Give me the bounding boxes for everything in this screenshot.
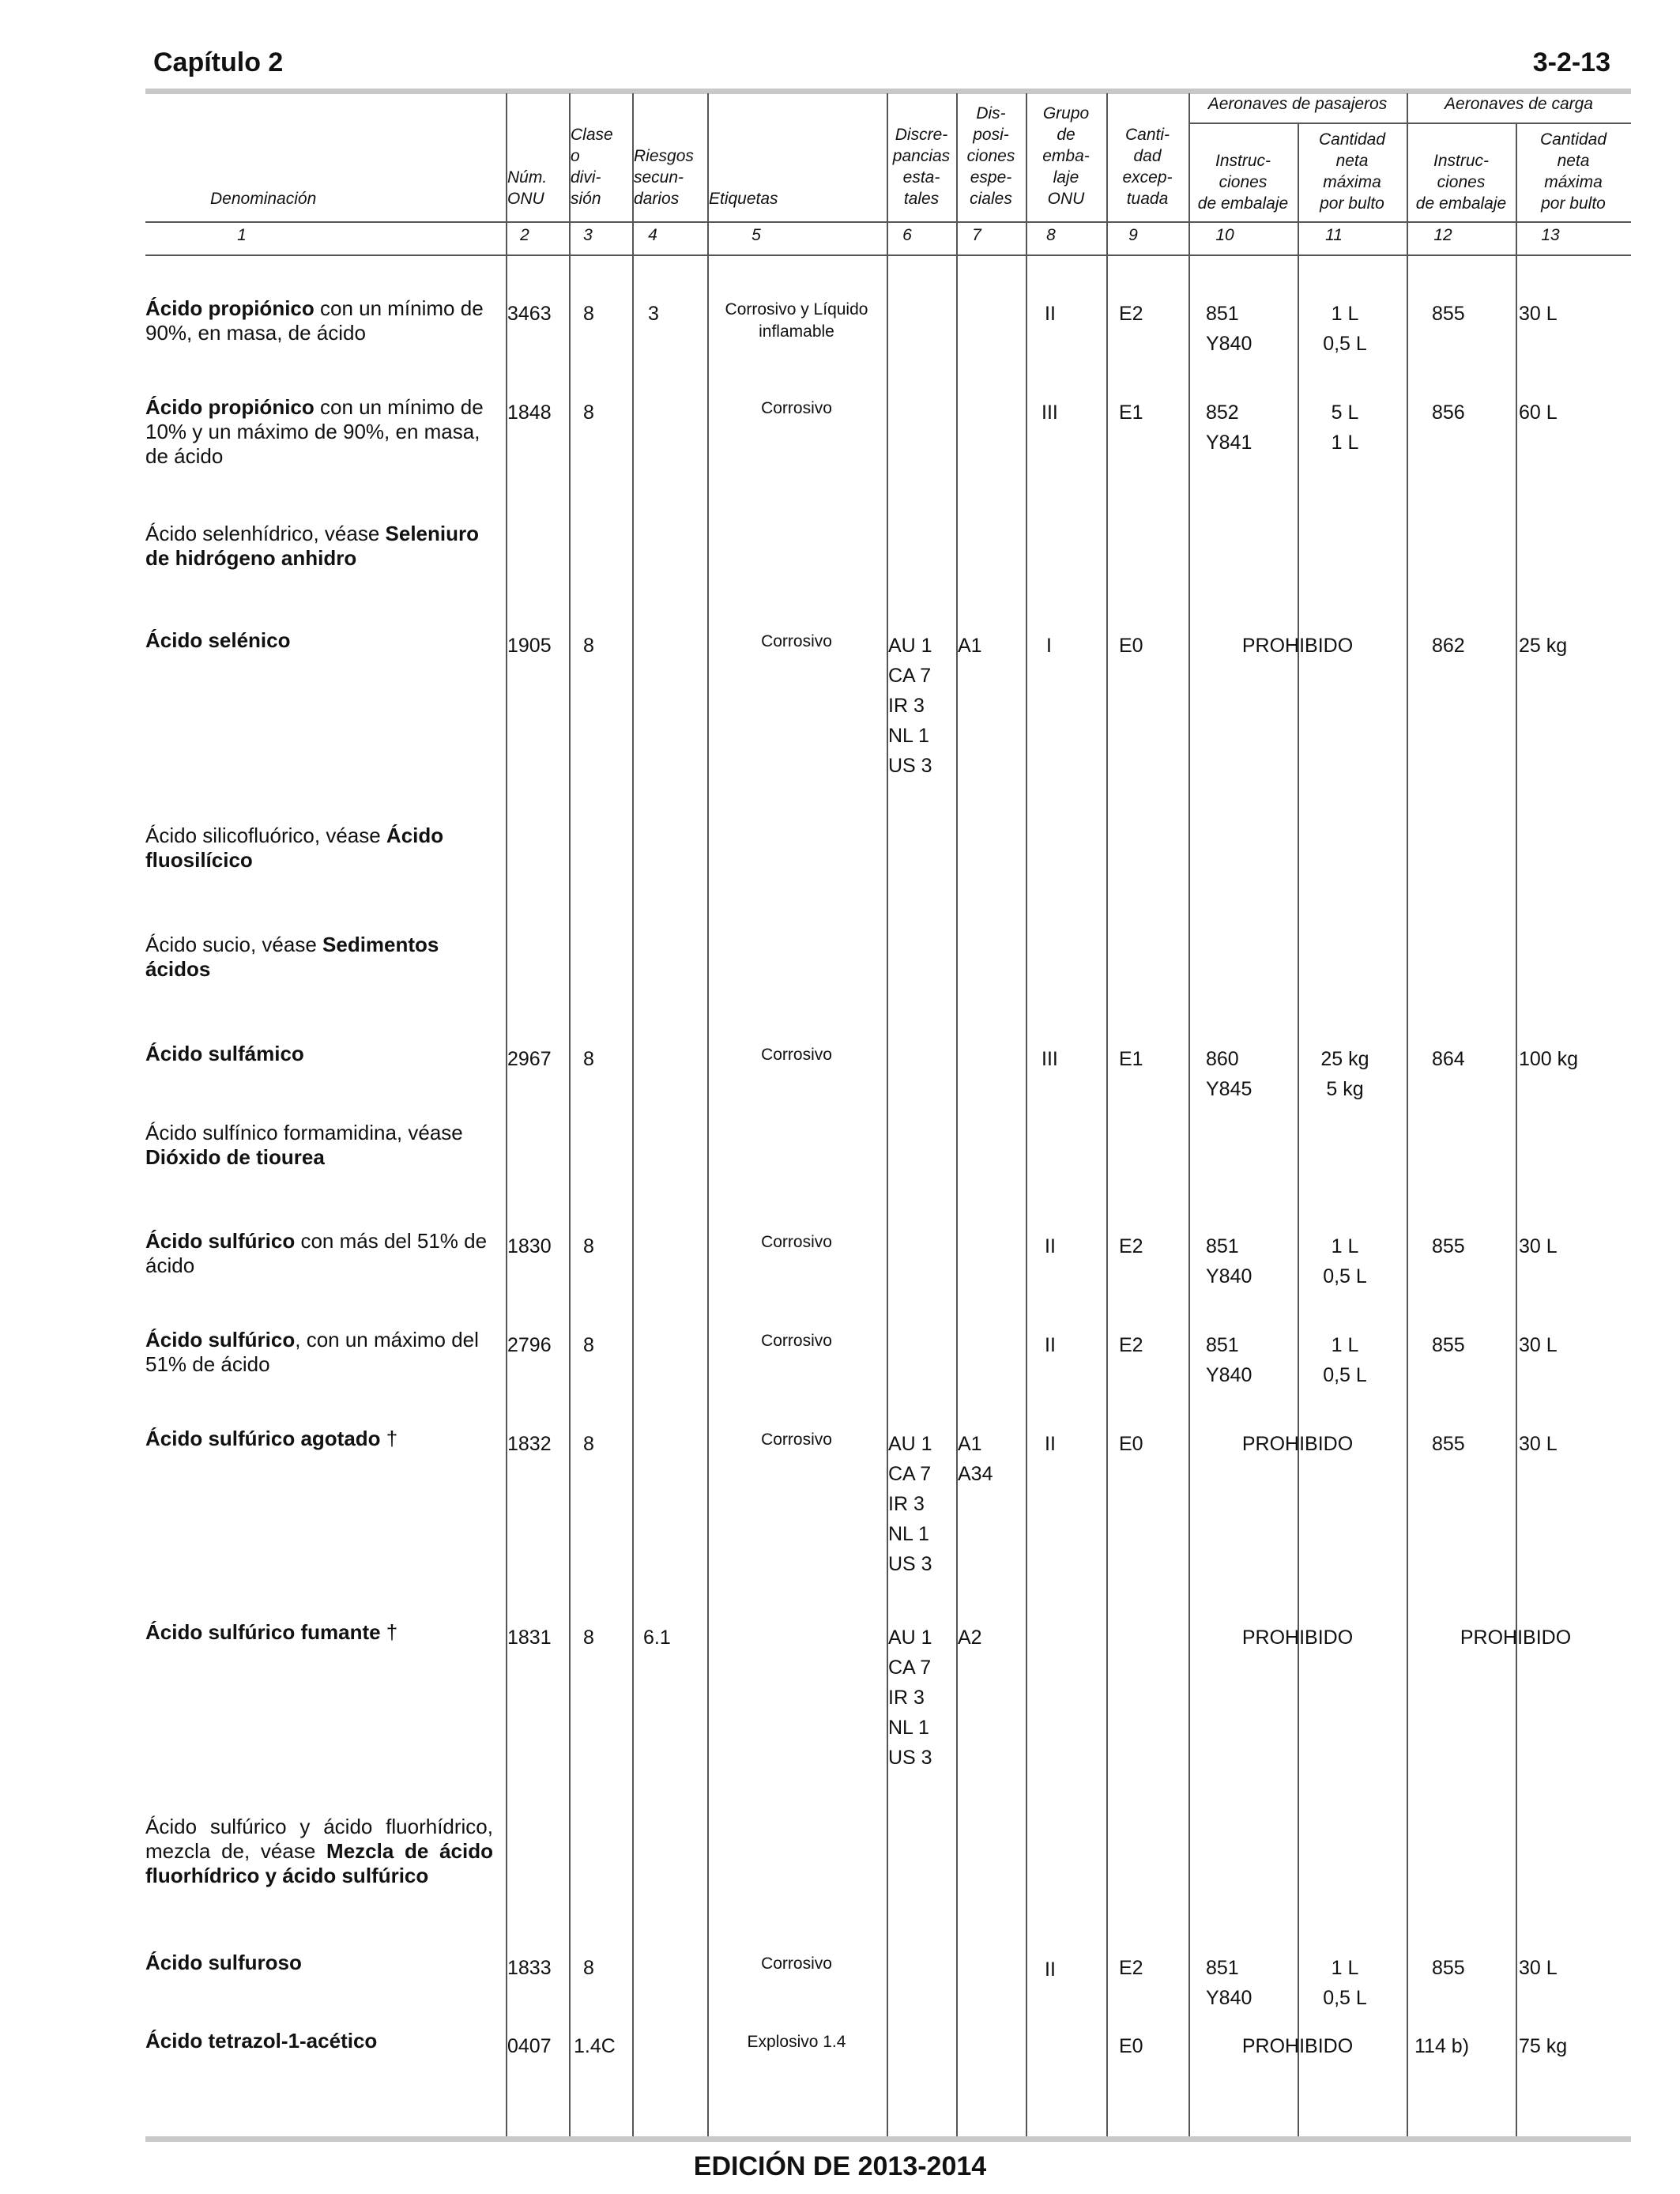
col-header-instrucciones-pax: Instruc- ciones de embalaje — [1197, 152, 1289, 213]
table-row-name: Ácido propiónico con un mínimo de 90%, en masa, de ácido — [145, 296, 484, 345]
class-value: 1.4C — [574, 2035, 616, 2057]
special-provisions: A2 — [958, 1627, 982, 1649]
special-provisions: A1 A34 — [958, 1433, 993, 1485]
table-row-name: Ácido sulfuroso — [145, 1951, 302, 1974]
table-row-name: Ácido sulfámico — [145, 1042, 304, 1065]
un-number: 1830 — [507, 1235, 552, 1257]
un-number: 1905 — [507, 635, 552, 657]
label-value: Corrosivo — [761, 1955, 832, 1973]
label-value: Corrosivo — [761, 1046, 832, 1064]
excepted-quantity: E1 — [1119, 401, 1143, 424]
col-header-discrepancias: Discre- pancias esta- tales — [892, 126, 951, 208]
table-row-name: Ácido sulfúrico fumante † — [145, 1620, 398, 1644]
un-number: 2967 — [507, 1048, 552, 1070]
table-row-name: Ácido sulfínico formamidina, véase Dióxido de tiourea — [145, 1121, 463, 1169]
packing-group: II — [1045, 1433, 1056, 1455]
class-value: 8 — [583, 1433, 594, 1455]
chapter-title: Capítulo 2 — [153, 47, 284, 77]
col-header-grupo: Grupo de emba- laje ONU — [1042, 104, 1090, 208]
pax-max-quantity: 1 L 0,5 L — [1323, 303, 1367, 355]
table-row-name: Ácido sulfúrico agotado † — [145, 1427, 398, 1450]
excepted-quantity: E1 — [1119, 1048, 1143, 1070]
label-value: Corrosivo — [761, 1431, 832, 1449]
un-number: 0407 — [507, 2035, 552, 2057]
class-value: 8 — [583, 1957, 594, 1979]
excepted-quantity: E0 — [1119, 635, 1143, 657]
col-number: 2 — [520, 226, 529, 244]
cargo-forbidden: PROHIBIDO — [1460, 1627, 1572, 1649]
page-number: 3-2-13 — [1532, 47, 1610, 77]
class-value: 8 — [583, 303, 594, 325]
label-value: Corrosivo — [761, 632, 832, 650]
col-header-cantidad-carga: Cantidad neta máxima por bulto — [1539, 130, 1607, 213]
col-number: 1 — [237, 226, 247, 244]
cargo-packing-instruction: 862 — [1432, 635, 1465, 657]
excepted-quantity: E2 — [1119, 1235, 1143, 1257]
pax-max-quantity: 1 L 0,5 L — [1323, 1334, 1367, 1386]
cargo-max-quantity: 100 kg — [1519, 1048, 1579, 1070]
label-value: Corrosivo y Líquido inflamable — [725, 300, 868, 341]
table-row-name: Ácido selénico — [145, 628, 291, 652]
table-row-name: Ácido silicofluórico, véase Ácido fluosilícico — [145, 824, 444, 872]
col-number: 12 — [1433, 226, 1452, 244]
col-number: 13 — [1541, 226, 1560, 244]
un-number: 2796 — [507, 1334, 552, 1356]
colnum-bottom-rule — [145, 254, 1631, 256]
class-value: 8 — [583, 401, 594, 424]
packing-group: II — [1045, 1334, 1056, 1356]
cargo-packing-instruction: 855 — [1432, 303, 1465, 325]
subsidiary-risk: 3 — [648, 303, 659, 325]
pax-packing-instruction: 851 Y840 — [1206, 1334, 1252, 1386]
col-number: 10 — [1215, 226, 1234, 244]
col-number: 11 — [1325, 226, 1343, 244]
cargo-max-quantity: 30 L — [1519, 1957, 1558, 1979]
table-row-name: Ácido sulfúrico y ácido fluorhídrico, mezcla de, véase Mezcla de ácido fluorhídrico y ácido sulfúrico — [145, 1815, 493, 1887]
excepted-quantity: E0 — [1119, 2035, 1143, 2057]
packing-group: II — [1045, 303, 1056, 325]
cargo-packing-instruction: 864 — [1432, 1048, 1465, 1070]
col-number: 4 — [648, 226, 657, 244]
pax-packing-instruction: 851 Y840 — [1206, 1957, 1252, 2009]
col-header-clase: Clase o divi- sión — [571, 126, 613, 208]
col-header-cantidad-pax: Cantidad neta máxima por bulto — [1318, 130, 1386, 213]
cargo-packing-instruction: 856 — [1432, 401, 1465, 424]
col-number: 7 — [972, 226, 981, 244]
pax-packing-instruction: 851 Y840 — [1206, 1235, 1252, 1287]
pax-max-quantity: 25 kg 5 kg — [1320, 1048, 1369, 1100]
pax-max-quantity: 1 L 0,5 L — [1323, 1957, 1367, 2009]
col-header-num-onu: Núm. ONU — [507, 168, 548, 208]
excepted-quantity: E2 — [1119, 303, 1143, 325]
pax-packing-instruction: 851 Y840 — [1206, 303, 1252, 355]
col-header-aeronaves-pasajeros: Aeronaves de pasajeros — [1207, 95, 1388, 113]
table-row-name: Ácido sulfúrico con más del 51% de ácido — [145, 1229, 488, 1277]
cargo-packing-instruction: 114 b) — [1414, 2035, 1470, 2057]
excepted-quantity: E2 — [1119, 1957, 1143, 1979]
un-number: 1831 — [507, 1627, 552, 1649]
cargo-packing-instruction: 855 — [1432, 1334, 1465, 1356]
col-header-denominacion: Denominación — [210, 190, 317, 208]
aircraft-group-rule — [1188, 123, 1631, 124]
special-provisions: A1 — [958, 635, 982, 657]
cargo-max-quantity: 60 L — [1519, 401, 1558, 424]
un-number: 1833 — [507, 1957, 552, 1979]
state-variations: AU 1 CA 7 IR 3 NL 1 US 3 — [888, 1433, 932, 1575]
class-value: 8 — [583, 635, 594, 657]
un-number: 3463 — [507, 303, 552, 325]
class-value: 8 — [583, 1334, 594, 1356]
excepted-quantity: E0 — [1119, 1433, 1143, 1455]
col-header-disposiciones: Dis- posi- ciones espe- ciales — [966, 104, 1015, 208]
label-value: Corrosivo — [761, 399, 832, 417]
label-value: Corrosivo — [761, 1233, 832, 1251]
cargo-max-quantity: 75 kg — [1519, 2035, 1568, 2057]
pax-forbidden: PROHIBIDO — [1241, 635, 1354, 657]
excepted-quantity: E2 — [1119, 1334, 1143, 1356]
un-number: 1848 — [507, 401, 552, 424]
col-number: 3 — [583, 226, 593, 244]
cargo-max-quantity: 30 L — [1519, 1334, 1558, 1356]
state-variations: AU 1 CA 7 IR 3 NL 1 US 3 — [888, 1627, 932, 1769]
packing-group: II — [1045, 1235, 1056, 1257]
pax-max-quantity: 1 L 0,5 L — [1323, 1235, 1367, 1287]
table-row-name: Ácido propiónico con un mínimo de 10% y un máximo de 90%, en masa, de ácido — [145, 395, 484, 468]
packing-group: II — [1045, 1958, 1056, 1981]
col-number: 8 — [1046, 226, 1056, 244]
col-header-aeronaves-carga: Aeronaves de carga — [1445, 95, 1593, 113]
label-value: Corrosivo — [761, 1332, 832, 1350]
header-bottom-rule — [145, 221, 1631, 223]
col-header-cantidad-exceptuada: Canti- dad excep- tuada — [1122, 126, 1173, 208]
label-value: Explosivo 1.4 — [747, 2033, 846, 2051]
pax-max-quantity: 5 L 1 L — [1331, 401, 1359, 454]
cargo-max-quantity: 30 L — [1519, 1235, 1558, 1257]
table-row-name: Ácido selenhídrico, véase Seleniuro de hidrógeno anhidro — [145, 522, 479, 570]
col-header-riesgos: Riesgos secun- darios — [634, 147, 694, 208]
un-number: 1832 — [507, 1433, 552, 1455]
cargo-packing-instruction: 855 — [1432, 1433, 1465, 1455]
col-number: 9 — [1128, 226, 1138, 244]
subsidiary-risk: 6.1 — [643, 1627, 671, 1649]
class-value: 8 — [583, 1048, 594, 1070]
state-variations: AU 1 CA 7 IR 3 NL 1 US 3 — [888, 635, 932, 777]
cargo-max-quantity: 30 L — [1519, 1433, 1558, 1455]
pax-forbidden: PROHIBIDO — [1241, 1433, 1354, 1455]
class-value: 8 — [583, 1235, 594, 1257]
packing-group: III — [1042, 1048, 1058, 1070]
cargo-packing-instruction: 855 — [1432, 1957, 1465, 1979]
cargo-max-quantity: 30 L — [1519, 303, 1558, 325]
table-row-name: Ácido tetrazol-1-acético — [145, 2029, 378, 2053]
pax-forbidden: PROHIBIDO — [1241, 2035, 1354, 2057]
cargo-max-quantity: 25 kg — [1519, 635, 1568, 657]
pax-packing-instruction: 852 Y841 — [1206, 401, 1252, 454]
pax-packing-instruction: 860 Y845 — [1206, 1048, 1252, 1100]
packing-group: III — [1042, 401, 1058, 424]
cargo-packing-instruction: 855 — [1432, 1235, 1465, 1257]
class-value: 8 — [583, 1627, 594, 1649]
col-header-etiquetas: Etiquetas — [709, 190, 778, 208]
col-header-instrucciones-carga: Instruc- ciones de embalaje — [1415, 152, 1507, 213]
edition-footer: EDICIÓN DE 2013-2014 — [693, 2151, 987, 2181]
footer-rule — [145, 2136, 1631, 2142]
table-row-name: Ácido sucio, véase Sedimentos ácidos — [145, 933, 439, 981]
col-number: 6 — [902, 226, 912, 244]
table-row-name: Ácido sulfúrico, con un máximo del 51% de ácido — [145, 1328, 479, 1376]
pax-forbidden: PROHIBIDO — [1241, 1627, 1354, 1649]
packing-group: I — [1046, 635, 1052, 657]
col-number: 5 — [751, 226, 761, 244]
